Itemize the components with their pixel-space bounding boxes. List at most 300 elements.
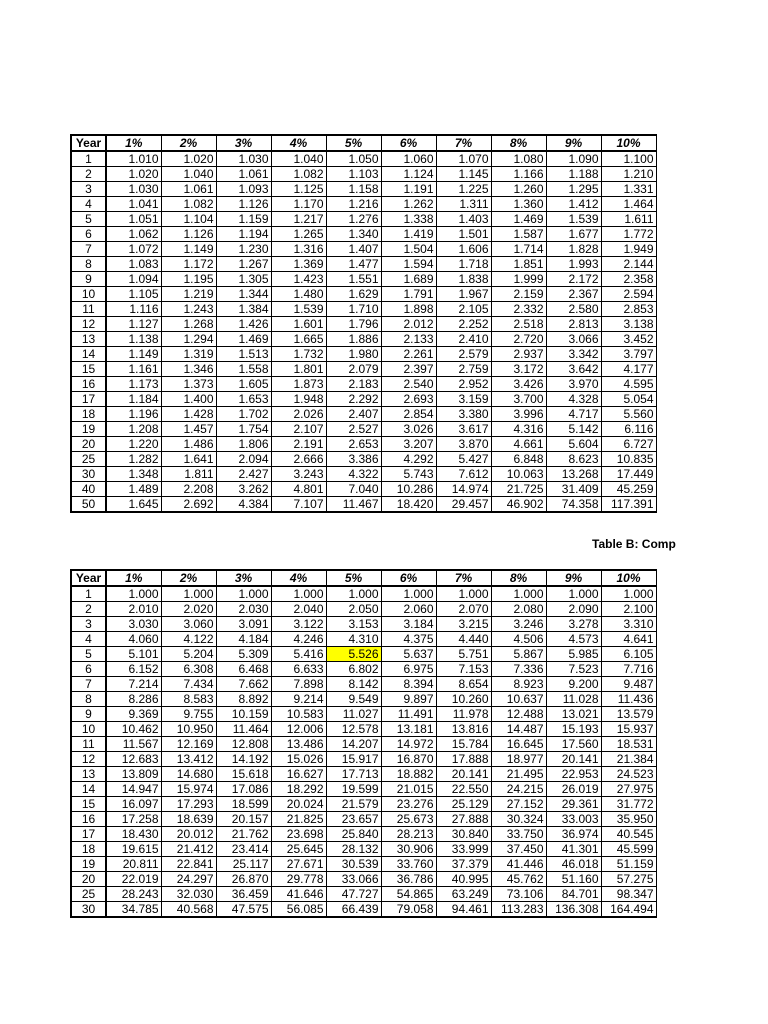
value-cell: 2.813 (546, 317, 601, 332)
value-cell: 1.601 (271, 317, 326, 332)
table-row (71, 467, 656, 482)
rate-header: 1% (106, 570, 161, 586)
year-cell: 3 (71, 617, 106, 632)
value-cell: 2.527 (326, 422, 381, 437)
value-cell: 1.145 (436, 167, 491, 182)
value-cell: 1.020 (161, 151, 216, 167)
value-cell: 2.397 (381, 362, 436, 377)
value-cell: 1.062 (106, 227, 161, 242)
value-cell: 13.412 (161, 752, 216, 767)
value-cell: 17.086 (216, 782, 271, 797)
value-cell: 57.275 (601, 872, 656, 887)
rate-header: 4% (271, 135, 326, 151)
value-cell: 10.159 (216, 707, 271, 722)
table-row (71, 272, 656, 287)
value-cell: 3.243 (271, 467, 326, 482)
value-cell: 63.249 (436, 887, 491, 902)
value-cell: 7.662 (216, 677, 271, 692)
value-cell: 18.977 (491, 752, 546, 767)
value-cell: 1.993 (546, 257, 601, 272)
value-cell: 1.754 (216, 422, 271, 437)
value-cell: 1.041 (106, 197, 161, 212)
value-cell: 1.801 (271, 362, 326, 377)
value-cell: 1.311 (436, 197, 491, 212)
year-cell: 8 (71, 257, 106, 272)
year-cell: 10 (71, 287, 106, 302)
value-cell: 1.149 (161, 242, 216, 257)
value-cell: 4.322 (326, 467, 381, 482)
value-cell: 3.342 (546, 347, 601, 362)
value-cell: 1.030 (106, 182, 161, 197)
value-cell: 4.440 (436, 632, 491, 647)
value-cell: 3.172 (491, 362, 546, 377)
year-cell: 14 (71, 347, 106, 362)
value-cell: 40.545 (601, 827, 656, 842)
value-cell: 18.599 (216, 797, 271, 812)
value-cell: 1.469 (491, 212, 546, 227)
year-cell: 25 (71, 887, 106, 902)
value-cell: 1.980 (326, 347, 381, 362)
rate-header: 9% (546, 570, 601, 586)
value-cell: 33.750 (491, 827, 546, 842)
year-cell: 30 (71, 902, 106, 918)
value-cell: 1.072 (106, 242, 161, 257)
value-cell: 1.260 (491, 182, 546, 197)
value-cell: 3.215 (436, 617, 491, 632)
value-cell: 1.104 (161, 212, 216, 227)
table-a (70, 134, 657, 513)
value-cell: 27.671 (271, 857, 326, 872)
value-cell: 2.090 (546, 602, 601, 617)
value-cell: 4.177 (601, 362, 656, 377)
value-cell: 1.732 (271, 347, 326, 362)
rate-header: 4% (271, 570, 326, 586)
table-row (71, 151, 656, 167)
value-cell: 1.796 (326, 317, 381, 332)
value-cell: 2.010 (106, 602, 161, 617)
value-cell: 1.000 (106, 586, 161, 602)
value-cell: 8.286 (106, 692, 161, 707)
value-cell: 23.276 (381, 797, 436, 812)
value-cell: 1.641 (161, 452, 216, 467)
value-cell: 47.575 (216, 902, 271, 918)
value-cell: 24.523 (601, 767, 656, 782)
value-cell: 1.243 (161, 302, 216, 317)
value-cell: 9.755 (161, 707, 216, 722)
value-cell: 11.567 (106, 737, 161, 752)
value-cell: 8.394 (381, 677, 436, 692)
value-cell: 4.246 (271, 632, 326, 647)
value-cell: 2.094 (216, 452, 271, 467)
value-cell: 2.191 (271, 437, 326, 452)
table-row (71, 197, 656, 212)
year-cell: 9 (71, 707, 106, 722)
value-cell: 25.645 (271, 842, 326, 857)
table-row (71, 617, 656, 632)
value-cell: 1.090 (546, 151, 601, 167)
year-cell: 10 (71, 722, 106, 737)
value-cell: 10.835 (601, 452, 656, 467)
value-cell: 6.975 (381, 662, 436, 677)
value-cell: 9.200 (546, 677, 601, 692)
value-cell: 2.208 (161, 482, 216, 497)
value-cell: 1.469 (216, 332, 271, 347)
year-cell: 18 (71, 407, 106, 422)
value-cell: 1.369 (271, 257, 326, 272)
table-row (71, 797, 656, 812)
table-row (71, 782, 656, 797)
value-cell: 3.970 (546, 377, 601, 392)
value-cell: 2.358 (601, 272, 656, 287)
value-cell: 45.762 (491, 872, 546, 887)
value-cell: 1.714 (491, 242, 546, 257)
value-cell: 7.153 (436, 662, 491, 677)
value-cell: 1.265 (271, 227, 326, 242)
value-cell: 2.030 (216, 602, 271, 617)
value-cell: 32.030 (161, 887, 216, 902)
year-cell: 6 (71, 227, 106, 242)
value-cell: 1.267 (216, 257, 271, 272)
year-cell: 17 (71, 392, 106, 407)
value-cell: 1.000 (326, 586, 381, 602)
value-cell: 37.379 (436, 857, 491, 872)
value-cell: 1.000 (381, 586, 436, 602)
value-cell: 1.195 (161, 272, 216, 287)
value-cell: 14.974 (436, 482, 491, 497)
value-cell: 16.645 (491, 737, 546, 752)
value-cell: 5.204 (161, 647, 216, 662)
value-cell: 2.854 (381, 407, 436, 422)
value-cell: 23.657 (326, 812, 381, 827)
value-cell: 5.867 (491, 647, 546, 662)
value-cell: 24.215 (491, 782, 546, 797)
value-cell: 4.310 (326, 632, 381, 647)
value-cell: 2.693 (381, 392, 436, 407)
value-cell: 1.210 (601, 167, 656, 182)
value-cell: 2.407 (326, 407, 381, 422)
value-cell: 1.653 (216, 392, 271, 407)
table-row (71, 722, 656, 737)
value-cell: 18.882 (381, 767, 436, 782)
table-row (71, 647, 656, 662)
table-row (71, 392, 656, 407)
table-row (71, 752, 656, 767)
table-row (71, 827, 656, 842)
value-cell: 2.579 (436, 347, 491, 362)
value-cell: 21.725 (491, 482, 546, 497)
value-cell: 15.937 (601, 722, 656, 737)
value-cell: 1.040 (161, 167, 216, 182)
value-cell: 1.082 (271, 167, 326, 182)
year-cell: 15 (71, 797, 106, 812)
value-cell: 16.097 (106, 797, 161, 812)
value-cell: 3.642 (546, 362, 601, 377)
year-cell: 19 (71, 857, 106, 872)
value-cell: 41.446 (491, 857, 546, 872)
value-cell: 1.587 (491, 227, 546, 242)
value-cell: 1.060 (381, 151, 436, 167)
value-cell: 3.617 (436, 422, 491, 437)
value-cell: 36.786 (381, 872, 436, 887)
value-cell: 21.384 (601, 752, 656, 767)
value-cell: 136.308 (546, 902, 601, 918)
table-row (71, 767, 656, 782)
value-cell: 18.639 (161, 812, 216, 827)
value-cell: 14.192 (216, 752, 271, 767)
value-cell: 1.384 (216, 302, 271, 317)
value-cell: 13.021 (546, 707, 601, 722)
value-cell: 36.459 (216, 887, 271, 902)
value-cell: 34.785 (106, 902, 161, 918)
value-cell: 1.360 (491, 197, 546, 212)
value-cell: 2.070 (436, 602, 491, 617)
value-cell: 25.129 (436, 797, 491, 812)
value-cell: 1.230 (216, 242, 271, 257)
value-cell: 6.468 (216, 662, 271, 677)
value-cell: 5.637 (381, 647, 436, 662)
value-cell: 15.193 (546, 722, 601, 737)
value-cell: 2.144 (601, 257, 656, 272)
value-cell: 15.784 (436, 737, 491, 752)
table-row (71, 497, 656, 513)
rate-header: 8% (491, 570, 546, 586)
value-cell: 5.416 (271, 647, 326, 662)
value-cell: 1.645 (106, 497, 161, 513)
value-cell: 15.917 (326, 752, 381, 767)
value-cell: 2.026 (271, 407, 326, 422)
value-cell: 3.700 (491, 392, 546, 407)
value-cell: 1.268 (161, 317, 216, 332)
rate-header: 10% (601, 570, 656, 586)
value-cell: 7.434 (161, 677, 216, 692)
value-cell: 2.107 (271, 422, 326, 437)
value-cell: 22.953 (546, 767, 601, 782)
value-cell: 1.161 (106, 362, 161, 377)
year-cell: 2 (71, 167, 106, 182)
value-cell: 1.967 (436, 287, 491, 302)
value-cell: 33.003 (546, 812, 601, 827)
value-cell: 1.718 (436, 257, 491, 272)
value-cell: 25.840 (326, 827, 381, 842)
value-cell: 5.985 (546, 647, 601, 662)
value-cell: 3.159 (436, 392, 491, 407)
value-cell: 2.580 (546, 302, 601, 317)
value-cell: 1.948 (271, 392, 326, 407)
value-cell: 113.283 (491, 902, 546, 918)
table-row (71, 586, 656, 602)
year-cell: 13 (71, 332, 106, 347)
value-cell: 3.262 (216, 482, 271, 497)
value-cell: 1.219 (161, 287, 216, 302)
value-cell: 7.040 (326, 482, 381, 497)
year-header: Year (71, 570, 106, 586)
value-cell: 14.207 (326, 737, 381, 752)
value-cell: 4.384 (216, 497, 271, 513)
value-cell: 17.293 (161, 797, 216, 812)
table-row (71, 602, 656, 617)
value-cell: 2.367 (546, 287, 601, 302)
value-cell: 1.677 (546, 227, 601, 242)
value-cell: 1.344 (216, 287, 271, 302)
value-cell: 9.487 (601, 677, 656, 692)
value-cell: 1.000 (491, 586, 546, 602)
value-cell: 1.611 (601, 212, 656, 227)
value-cell: 11.027 (326, 707, 381, 722)
table-row (71, 812, 656, 827)
value-cell: 21.495 (491, 767, 546, 782)
value-cell: 1.159 (216, 212, 271, 227)
value-cell: 11.978 (436, 707, 491, 722)
value-cell: 2.952 (436, 377, 491, 392)
value-cell: 37.450 (491, 842, 546, 857)
value-cell: 1.000 (601, 586, 656, 602)
value-cell: 1.464 (601, 197, 656, 212)
value-cell: 1.149 (106, 347, 161, 362)
value-cell: 10.583 (271, 707, 326, 722)
value-cell: 2.332 (491, 302, 546, 317)
value-cell: 3.996 (491, 407, 546, 422)
value-cell: 2.159 (491, 287, 546, 302)
value-cell: 27.975 (601, 782, 656, 797)
rate-header: 3% (216, 570, 271, 586)
value-cell: 1.606 (436, 242, 491, 257)
value-cell: 1.305 (216, 272, 271, 287)
value-cell: 1.665 (271, 332, 326, 347)
value-cell: 41.301 (546, 842, 601, 857)
value-cell: 9.369 (106, 707, 161, 722)
value-cell: 2.410 (436, 332, 491, 347)
value-cell: 25.673 (381, 812, 436, 827)
value-cell: 2.759 (436, 362, 491, 377)
value-cell: 4.661 (491, 437, 546, 452)
rate-header: 10% (601, 135, 656, 151)
value-cell: 2.292 (326, 392, 381, 407)
value-cell: 1.702 (216, 407, 271, 422)
value-cell: 79.058 (381, 902, 436, 918)
year-cell: 16 (71, 377, 106, 392)
value-cell: 1.276 (326, 212, 381, 227)
year-cell: 5 (71, 212, 106, 227)
table-row (71, 377, 656, 392)
value-cell: 3.138 (601, 317, 656, 332)
value-cell: 1.083 (106, 257, 161, 272)
year-cell: 12 (71, 752, 106, 767)
value-cell: 5.743 (381, 467, 436, 482)
value-cell: 164.494 (601, 902, 656, 918)
value-cell: 7.716 (601, 662, 656, 677)
value-cell: 23.414 (216, 842, 271, 857)
value-cell: 2.133 (381, 332, 436, 347)
value-cell: 16.627 (271, 767, 326, 782)
value-cell: 1.184 (106, 392, 161, 407)
year-cell: 15 (71, 362, 106, 377)
value-cell: 35.950 (601, 812, 656, 827)
value-cell: 4.375 (381, 632, 436, 647)
year-cell: 7 (71, 677, 106, 692)
value-cell: 1.373 (161, 377, 216, 392)
value-cell: 6.633 (271, 662, 326, 677)
value-cell: 5.142 (546, 422, 601, 437)
value-cell: 1.838 (436, 272, 491, 287)
value-cell: 1.208 (106, 422, 161, 437)
value-cell: 2.020 (161, 602, 216, 617)
value-cell: 25.117 (216, 857, 271, 872)
value-cell: 40.995 (436, 872, 491, 887)
value-cell: 20.141 (436, 767, 491, 782)
value-cell: 1.419 (381, 227, 436, 242)
year-cell: 5 (71, 647, 106, 662)
value-cell: 8.583 (161, 692, 216, 707)
value-cell: 2.261 (381, 347, 436, 362)
value-cell: 20.811 (106, 857, 161, 872)
table-b-header-row (71, 570, 656, 586)
value-cell: 1.689 (381, 272, 436, 287)
value-cell: 45.259 (601, 482, 656, 497)
value-cell: 6.116 (601, 422, 656, 437)
value-cell: 24.297 (161, 872, 216, 887)
value-cell: 1.486 (161, 437, 216, 452)
value-cell: 1.061 (216, 167, 271, 182)
rate-header: 5% (326, 135, 381, 151)
value-cell: 1.125 (271, 182, 326, 197)
value-cell: 8.623 (546, 452, 601, 467)
rate-header: 6% (381, 570, 436, 586)
value-cell: 26.870 (216, 872, 271, 887)
value-cell: 73.106 (491, 887, 546, 902)
value-cell: 28.213 (381, 827, 436, 842)
value-cell: 17.449 (601, 467, 656, 482)
rate-header: 9% (546, 135, 601, 151)
value-cell: 51.159 (601, 857, 656, 872)
value-cell: 7.336 (491, 662, 546, 677)
rate-header: 2% (161, 135, 216, 151)
value-cell: 1.629 (326, 287, 381, 302)
value-cell: 3.797 (601, 347, 656, 362)
value-cell: 3.278 (546, 617, 601, 632)
value-cell: 12.488 (491, 707, 546, 722)
value-cell: 1.851 (491, 257, 546, 272)
value-cell: 5.427 (436, 452, 491, 467)
value-cell: 15.618 (216, 767, 271, 782)
year-cell: 20 (71, 872, 106, 887)
value-cell: 1.551 (326, 272, 381, 287)
value-cell: 46.902 (491, 497, 546, 513)
year-cell: 4 (71, 632, 106, 647)
value-cell: 1.172 (161, 257, 216, 272)
value-cell: 6.727 (601, 437, 656, 452)
value-cell: 2.100 (601, 602, 656, 617)
value-cell: 2.427 (216, 467, 271, 482)
value-cell: 22.841 (161, 857, 216, 872)
value-cell: 4.595 (601, 377, 656, 392)
value-cell: 1.811 (161, 467, 216, 482)
value-cell: 29.457 (436, 497, 491, 513)
table-row (71, 242, 656, 257)
value-cell: 1.426 (216, 317, 271, 332)
value-cell: 13.579 (601, 707, 656, 722)
value-cell: 54.865 (381, 887, 436, 902)
table-a-header-row (71, 135, 656, 151)
year-cell: 1 (71, 586, 106, 602)
value-cell: 17.560 (546, 737, 601, 752)
value-cell: 3.386 (326, 452, 381, 467)
value-cell: 12.808 (216, 737, 271, 752)
value-cell: 31.772 (601, 797, 656, 812)
value-cell: 1.051 (106, 212, 161, 227)
value-cell: 10.637 (491, 692, 546, 707)
value-cell: 7.214 (106, 677, 161, 692)
table-row (71, 212, 656, 227)
